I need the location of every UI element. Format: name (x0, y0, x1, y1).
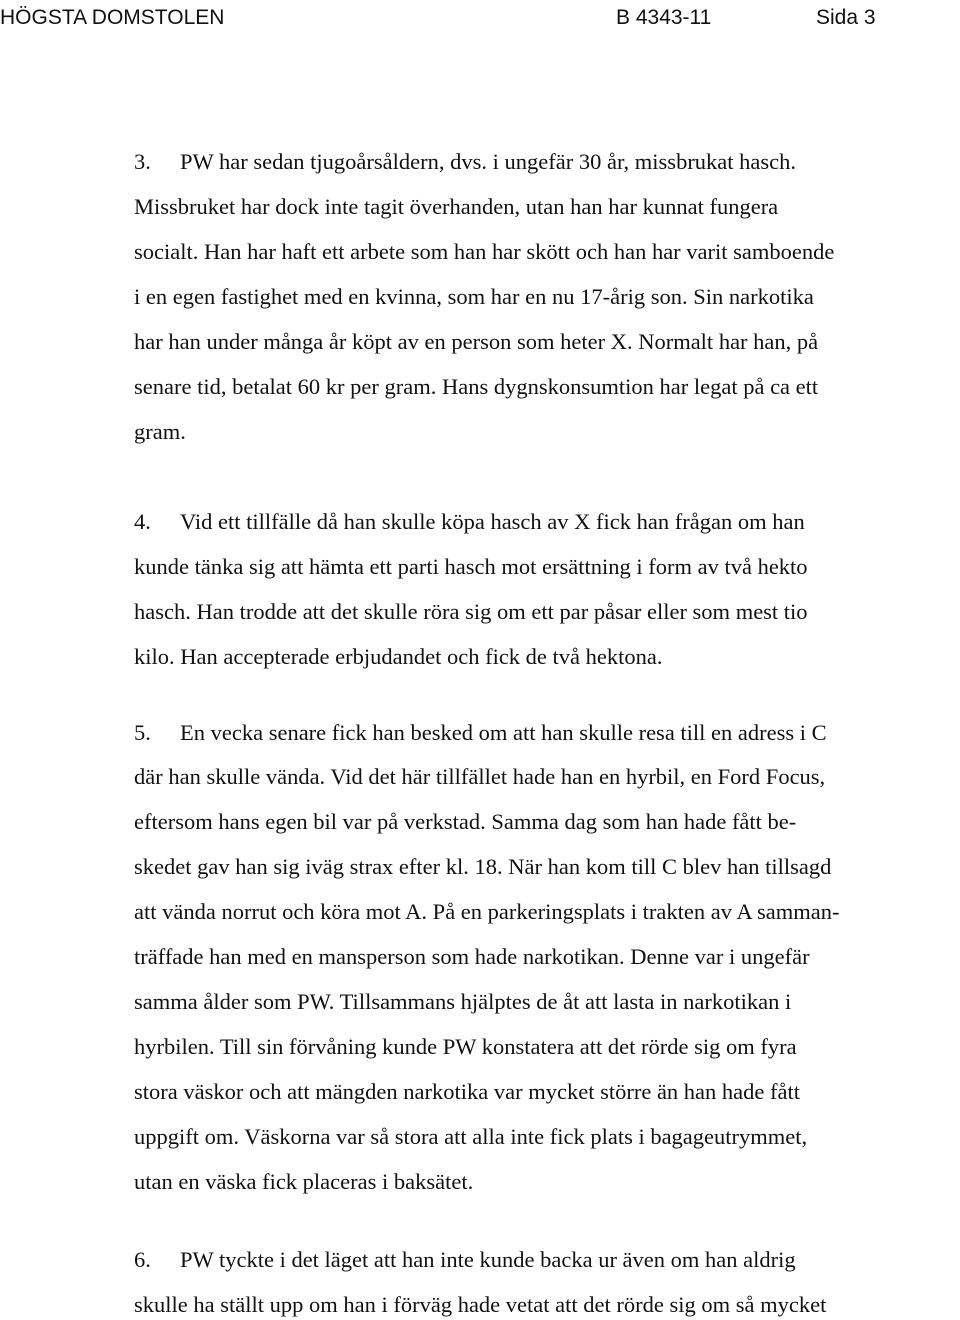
text-line: stora väskor och att mängden narkotika var mycket större än han hade fått (134, 1079, 801, 1104)
text-line: där han skulle vända. Vid det här tillfället hade han en hyrbil, en Ford Focus, (134, 764, 826, 789)
text-line: hyrbilen. Till sin förvåning kunde PW konstatera att det rörde sig om fyra (134, 1034, 797, 1059)
text-line: 6. PW tyckte i det läget att han inte kunde backa ur även om han aldrig (134, 1245, 796, 1275)
text-line: skedet gav han sig iväg strax efter kl. 18. När han kom till C blev han tillsagd (134, 854, 832, 879)
text-line: träffade han med en mansperson som hade narkotikan. Denne var i ungefär (134, 944, 810, 969)
paragraph-number: 4. (134, 509, 151, 534)
text-line: kilo. Han accepterade erbjudandet och fick de två hektona. (134, 644, 663, 669)
text-line: 5. En vecka senare fick han besked om att han skulle resa till en adress i C (134, 718, 827, 748)
text-line: i en egen fastighet med en kvinna, som har en nu 17-årig son. Sin narkotika (134, 284, 814, 309)
text-line: kunde tänka sig att hämta ett parti hasch mot ersättning i form av två hekto (134, 554, 808, 579)
text-line: uppgift om. Väskorna var så stora att alla inte fick plats i bagageutrymmet, (134, 1124, 808, 1149)
text-line: samma ålder som PW. Tillsammans hjälptes de åt att lasta in narkotikan i (134, 989, 792, 1014)
page-header (0, 4, 960, 34)
text-line: skulle ha ställt upp om han i förväg hade vetat att det rörde sig om så mycket (134, 1292, 827, 1317)
text-line: hasch. Han trodde att det skulle röra sig om ett par påsar eller som mest tio (134, 599, 808, 624)
paragraph-number: 3. (134, 149, 151, 174)
paragraph-number: 5. (134, 720, 151, 745)
text-line: 4. Vid ett tillfälle då han skulle köpa hasch av X fick han frågan om han (134, 507, 805, 537)
court-name: HÖGSTA DOMSTOLEN (0, 6, 225, 29)
text-line: eftersom hans egen bil var på verkstad. Samma dag som han hade fått be- (134, 809, 797, 834)
text-line: Missbruket har dock inte tagit överhanden, utan han har kunnat fungera (134, 194, 779, 219)
text-line: socialt. Han har haft ett arbete som han har skött och han har varit samboende (134, 239, 835, 264)
text-line: har han under många år köpt av en person som heter X. Normalt har han, på (134, 329, 819, 354)
text-line: 3. PW har sedan tjugoårsåldern, dvs. i ungefär 30 år, missbrukat hasch. (134, 147, 796, 177)
text-line: gram. (134, 419, 186, 444)
text-line: utan en väska fick placeras i baksätet. (134, 1169, 474, 1194)
case-number: B 4343-11 (616, 6, 712, 29)
page-number: Sida 3 (816, 6, 876, 29)
text-line: senare tid, betalat 60 kr per gram. Hans dygnskonsumtion har legat på ca ett (134, 374, 819, 399)
text-line: att vända norrut och köra mot A. På en parkeringsplats i trakten av A samman- (134, 899, 840, 924)
paragraph-number: 6. (134, 1247, 151, 1272)
